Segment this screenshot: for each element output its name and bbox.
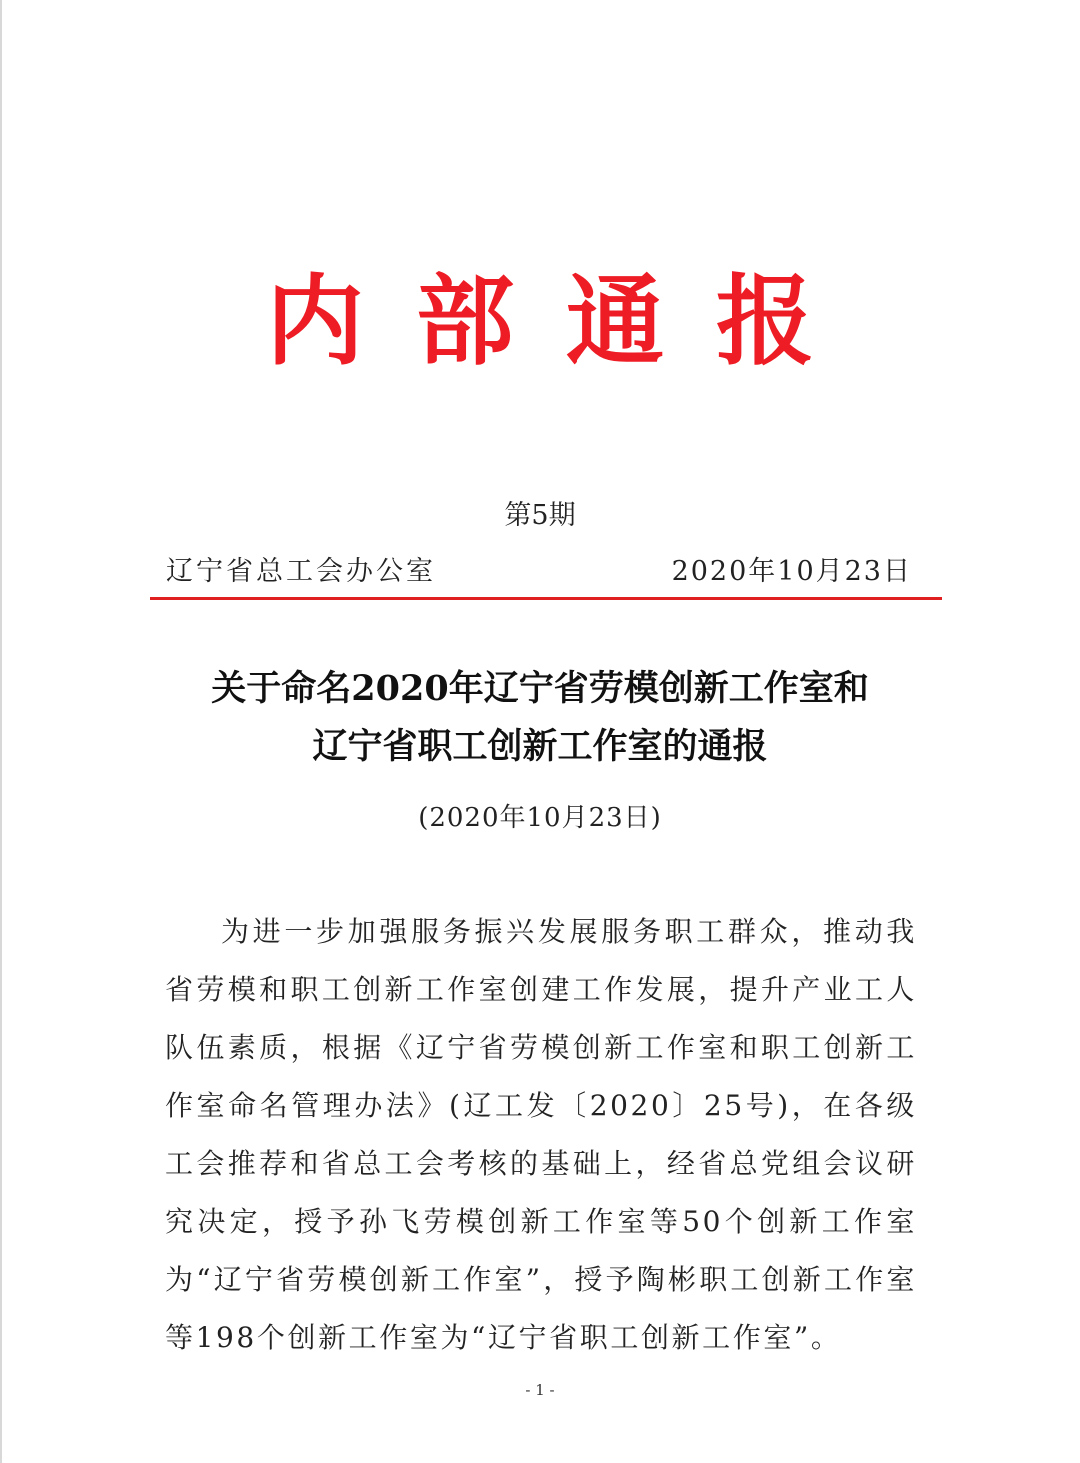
document-title	[0, 660, 1080, 776]
issue-number: 第5期	[504, 500, 576, 531]
page-number: - 1 -	[525, 1381, 555, 1399]
issuer-name: 辽宁省总工会办公室	[166, 556, 436, 587]
red-separator-line	[150, 597, 942, 600]
body-paragraph: 为进一步加强服务振兴发展服务职工群众，推动我省劳模和职工创新工作室创建工作发展，提升产业工人队伍素质，根据《辽宁省劳模创新工作室和职工创新工作室命名管理办法》(辽工发〔2020〕25号)，在各级工会推荐和省总工会考核的基础上，经省总党组会议研究决定，授予孙飞劳模创新工作室等50个创新工作室为“辽宁省劳模创新工作室”，授予陶彬职工创新工作室等198个创新工作室为“辽宁省职工创新工作室”。	[165, 915, 917, 1354]
issue-date: 2020年10月23日	[671, 556, 912, 587]
document-title-line-1: 关于命名2020年辽宁省劳模创新工作室和	[211, 668, 869, 709]
document-date: (2020年10月23日)	[418, 803, 662, 833]
header-title: 内部通报	[265, 265, 866, 379]
document-title-line-2: 辽宁省职工创新工作室的通报	[312, 726, 768, 767]
